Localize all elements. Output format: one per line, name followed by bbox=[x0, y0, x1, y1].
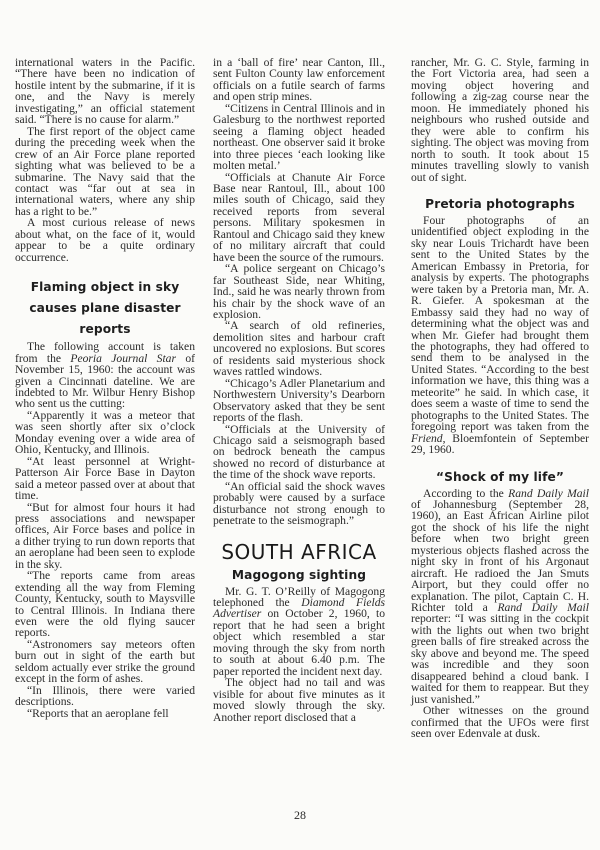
paragraph: A most curious release of news about what, on the face of it, would appear to be a quite ordinary occurrence. bbox=[15, 216, 195, 264]
paragraph: “A police sergeant on Chicago’s far Southeast Side, near Whiting, Ind., said he was nearly thrown from his chair by the shock wave of an explosion. bbox=[213, 262, 385, 321]
paragraph: Four photographs of an unidentified object exploding in the sky near Louis Trichardt have been sent to the United States by the American Embassy in Pretoria, for analysis by experts. The photographs were taken by a Pretoria man, Mr. A. R. Giefer. A spokesman at the Embassy said they had no way of determining what the object was and when Mr. Giefer had brought them the photographs, they had offered to send them to be analysed in the United States. “According to the best information we have, this thing was a meteorite” he said. In which case, it does seem a waste of time to send the photographs to the United States. The foregoing report was taken from the Friend, Bloemfontein of September 29, 1960. bbox=[411, 213, 589, 457]
publication-name: Diamond Fields Advertiser bbox=[213, 596, 386, 621]
publication-name: Friend bbox=[411, 431, 443, 445]
column-1 bbox=[15, 57, 195, 719]
paragraph: “Chicago’s Adler Planetarium and Northwestern University’s Dearborn Observatory asked that they be sent reports of the flash. bbox=[213, 376, 385, 425]
paragraph: According to the Rand Daily Mail of Johannesburg (September 28, 1960), an East African Airline pilot got the shock of his life the night before when two bright green mysterious objects flashed across the night sky in front of his Argonaut aircraft. He radioed the Jan Smuts Airport, but they could offer no explanation. The pilot, Captain C. H. Richter told a Rand Daily Mail reporter: “I was sitting in the cockpit with the lights out when two bright green balls of fire streaked across the sky above and beyond me. The speed was incredible and they soon disappeared behind a cloud bank. I waited for them to reappear. But they just vanished.” bbox=[411, 486, 589, 706]
paragraph: “An official said the shock waves probably were caused by a surface disturbance not strong enough to penetrate to the seismograph.” bbox=[213, 479, 385, 528]
paragraph: “Apparently it was a meteor that was seen shortly after six o’clock Monday evening over a wide area of Ohio, Kentucky, and Illinois. bbox=[15, 408, 195, 457]
paragraph: The following account is taken from the Peoria Journal Star of November 15, 1960: the account was given a Cincinnati dateline. We are indebted to Mr. Wilbur Henry Bishop who sent us the cutting: bbox=[15, 340, 195, 411]
paragraph: The object had no tail and was visible for about five minutes as it moved slowly through the sky. Another report disclosed that a bbox=[213, 676, 385, 724]
column-2 bbox=[213, 57, 385, 723]
article-heading: “Shock of my life” bbox=[436, 469, 564, 484]
paragraph: international waters in the Pacific. “There have been no indication of hostile intent by the submarine, if it is one, and the Navy is merely investigating,” an official statement said. “There is no cause for alarm.” bbox=[15, 56, 195, 127]
page-number: 28 bbox=[294, 808, 306, 822]
paragraph: “At least personnel at Wright-Patterson Air Force Base in Dayton said a meteor passed over at about that time. bbox=[15, 454, 195, 503]
publication-name: Rand Daily Mail bbox=[508, 486, 589, 500]
paragraph: The first report of the object came during the preceding week when the crew of an Air Force plane reported sighting what was believed to be a submarine. The Navy said that the contact was “far out at sea in international waters, where any ship has a right to be.” bbox=[15, 124, 195, 218]
paragraph: “In Illinois, there were varied descriptions. bbox=[15, 683, 195, 709]
paragraph: Other witnesses on the ground confirmed that the UFOs were first seen over Edenvale at dusk. bbox=[411, 704, 589, 741]
paragraph: “Officials at the University of Chicago said a seismograph based on bedrock beneath the campus showed no record of disturbance at the time of the shock wave reports. bbox=[213, 422, 385, 482]
paragraph: Mr. G. T. O’Reilly of Magogong telephoned the Diamond Fields Advertiser on October 2, 1960, to report that he had seen a bright object which resembled a star moving through the sky from north to south at about 6.40 p.m. The paper reported the incident next day. bbox=[213, 584, 386, 678]
paragraph: “Astronomers say meteors often burn out in sight of the earth but seldom actually ever strike the ground except in the form of ashes. bbox=[15, 637, 195, 686]
publication-name: Rand Daily Mail bbox=[497, 601, 589, 615]
column-3 bbox=[411, 57, 589, 739]
section-title: SOUTH AFRICA bbox=[221, 539, 377, 564]
paragraph: “The reports came from areas extending all the way from Fleming County, Kentucky, south to Maysville to Central Illinois. In Indiana there even were the old flying saucer reports. bbox=[15, 569, 195, 640]
paragraph: in a ‘ball of fire’ near Canton, Ill., sent Fulton County law enforcement officials on a futile search of farms and open strip mines. bbox=[213, 56, 385, 104]
paragraph: rancher, Mr. G. C. Style, farming in the Fort Victoria area, had seen a moving object hovering and following a zig-zag course near the moon. He immediately phoned his neighbours who rushed outside and they were able to confirm his sighting. The object was moving from north to south. It took about 15 minutes travelling slowly to vanish out of sight. bbox=[411, 56, 589, 184]
paragraph: “Citizens in Central Illinois and in Galesburg to the northwest reported seeing a flaming object headed northeast. One observer said it broke into three pieces ‘each looking like molten metal.’ bbox=[213, 101, 385, 173]
paragraph: “But for almost four hours it had press associations and newspaper offices, Air Force bases and police in a dither trying to run down reports that an aeroplane had been seen to explode in the sky. bbox=[15, 500, 195, 571]
paragraph: “Officials at Chanute Air Force Base near Rantoul, Ill., about 100 miles south of Chicago, said they received reports from several persons. Military spokesmen in Rantoul and Chicago said they knew of no military aircraft that could have been the source of the rumours. bbox=[213, 170, 385, 264]
paragraph: “Reports that an aeroplane fell bbox=[27, 706, 169, 720]
paragraph: “A search of old refineries, demolition sites and harbour craft uncovered no explosions. But scores of residents said mysterious shock waves rattled windows. bbox=[213, 319, 385, 379]
article-heading: Pretoria photographs bbox=[425, 196, 575, 211]
article-heading: Magogong sighting bbox=[231, 567, 367, 582]
article-heading: Flaming object in sky causes plane disaster reports bbox=[29, 280, 181, 337]
publication-name: Peoria Journal Star bbox=[70, 351, 176, 365]
